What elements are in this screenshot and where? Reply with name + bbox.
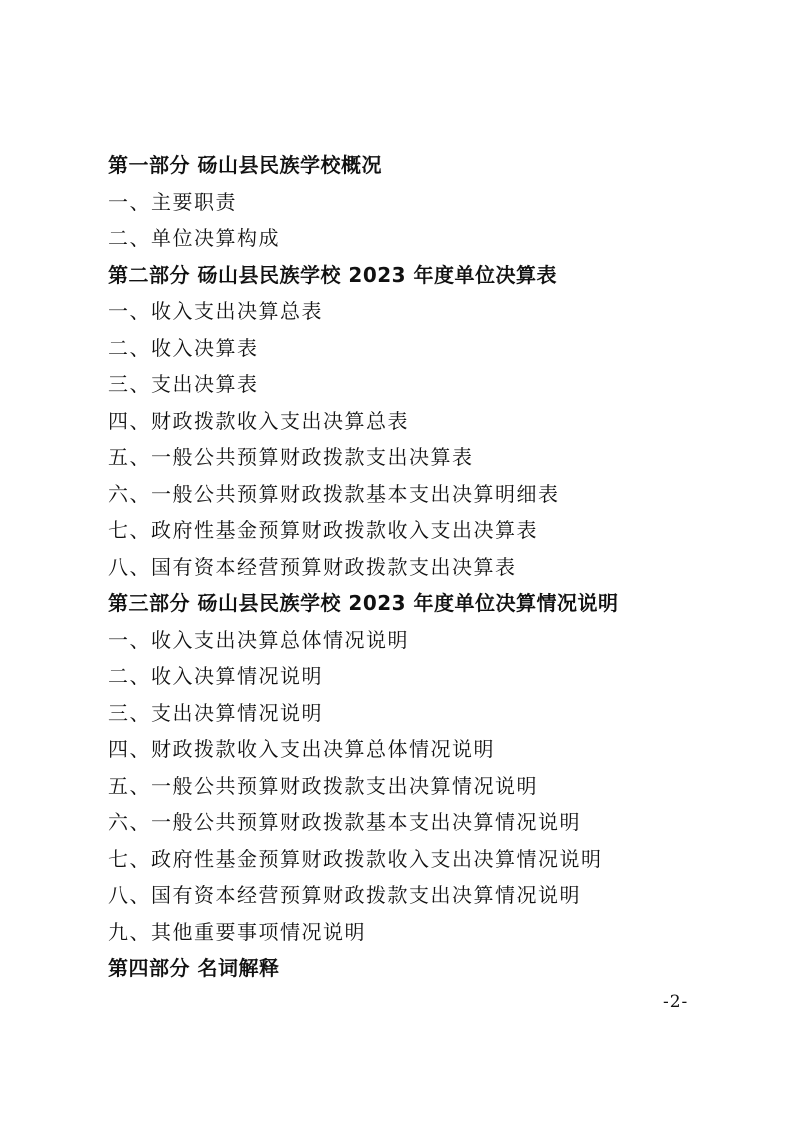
- toc-entry: 九、其他重要事项情况说明: [108, 919, 366, 944]
- toc-entry: 三、支出决算情况说明: [108, 700, 323, 725]
- toc-section-heading: 第四部分 名词解释: [108, 956, 280, 980]
- toc-entry: 二、收入决算情况说明: [108, 664, 323, 688]
- toc-entry: 一、主要职责: [108, 189, 237, 214]
- toc-entry: 六、一般公共预算财政拨款基本支出决算明细表: [108, 481, 560, 506]
- toc-entry: 三、支出决算表: [108, 372, 259, 396]
- toc-entry: 四、财政拨款收入支出决算总表: [108, 408, 409, 433]
- toc-section-heading: 第一部分 砀山县民族学校概况: [108, 153, 382, 177]
- table-of-contents: [108, 147, 748, 987]
- toc-entry: 四、财政拨款收入支出决算总体情况说明: [108, 737, 495, 761]
- toc-entry: 一、收入支出决算总体情况说明: [108, 627, 409, 652]
- toc-entry: 七、政府性基金预算财政拨款收入支出决算情况说明: [108, 846, 603, 871]
- toc-entry: 六、一般公共预算财政拨款基本支出决算情况说明: [108, 810, 581, 834]
- toc-entry: 一、收入支出决算总表: [108, 299, 323, 323]
- toc-section-heading: 第二部分 砀山县民族学校 2023 年度单位决算表: [108, 262, 558, 287]
- toc-entry: 五、一般公共预算财政拨款支出决算情况说明: [108, 773, 538, 798]
- toc-entry: 八、国有资本经营预算财政拨款支出决算情况说明: [108, 883, 581, 907]
- toc-entry: 七、政府性基金预算财政拨款收入支出决算表: [108, 518, 538, 542]
- page-number: -2-: [663, 992, 689, 1012]
- toc-entry: 八、国有资本经营预算财政拨款支出决算表: [108, 554, 517, 579]
- toc-entry: 二、单位决算构成: [108, 226, 280, 250]
- toc-entry: 五、一般公共预算财政拨款支出决算表: [108, 445, 474, 469]
- toc-section-heading: 第三部分 砀山县民族学校 2023 年度单位决算情况说明: [108, 591, 619, 615]
- toc-entry: 二、收入决算表: [108, 335, 259, 360]
